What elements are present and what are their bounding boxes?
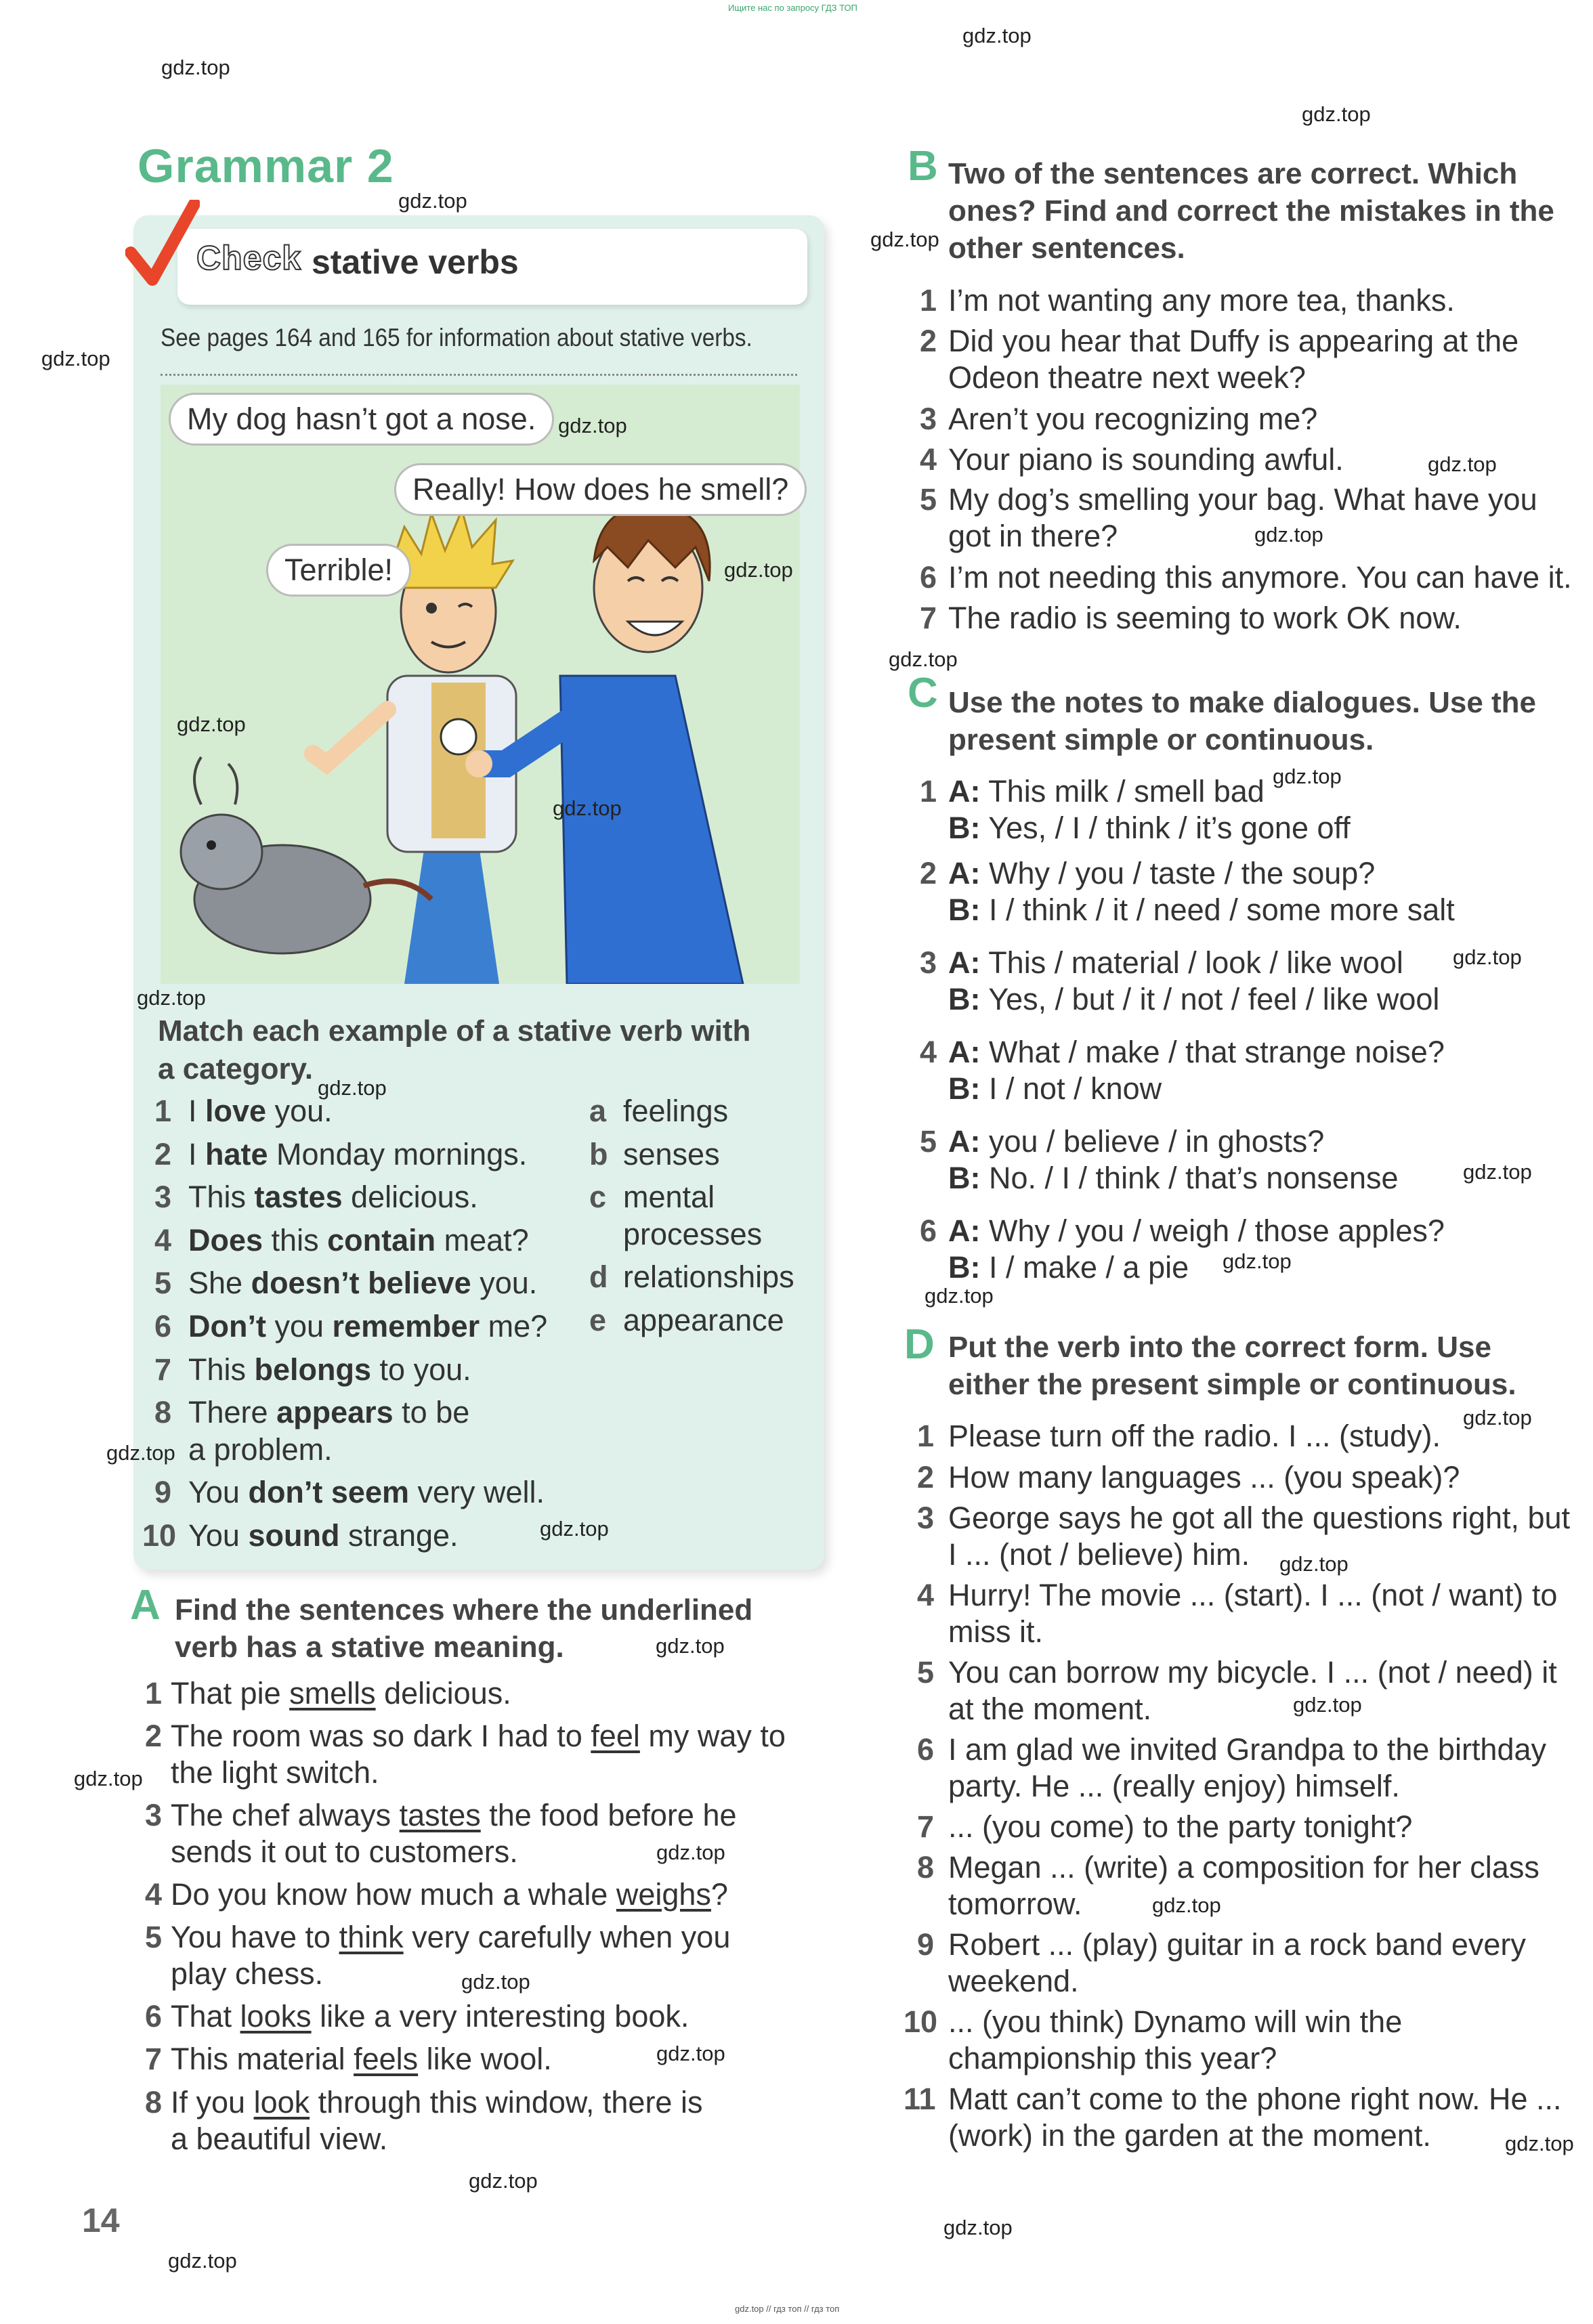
match-item: 3 This tastes delicious. [154,1180,478,1214]
exercise-a-item: 4 Do you know how much a whale weighs? [145,1877,728,1912]
watermark[interactable]: gdz.top [1505,2132,1574,2155]
watermark[interactable]: gdz.top [1293,1693,1362,1717]
watermark[interactable]: gdz.top [1223,1249,1292,1273]
exercise-a-item: 1 That pie smells delicious. [145,1676,511,1710]
match-item-continued: a problem. [188,1432,333,1467]
watermark[interactable]: gdz.top [1273,765,1342,788]
watermark[interactable]: gdz.top [1279,1552,1348,1576]
see-pages-note: See pages 164 and 165 for information about stative verbs. [161,324,752,351]
exercise-c-item: 1 A: This milk / smell bad B: Yes, / I / think / it’s gone off [920,774,1351,845]
watermark[interactable]: gdz.top [962,24,1032,47]
watermark[interactable]: gdz.top [656,1634,725,1658]
watermark[interactable]: gdz.top [943,2216,1013,2239]
exercise-c-item: 4 A: What / make / that strange noise? B: I / not / know [920,1035,1445,1106]
exercise-c-item: 6 A: Why / you / weigh / those apples? B: I / make / a pie [920,1213,1445,1285]
category-item: e appearance [589,1303,784,1337]
watermark[interactable]: gdz.top [1463,1160,1532,1184]
match-item: 8 There appears to be [154,1395,470,1429]
watermark[interactable]: gdz.top [889,647,958,671]
section-b-letter: B [908,143,938,190]
bottom-link[interactable]: gdz.top // гдз топ // гдз топ [735,2304,840,2314]
exercise-d-item: 11 Matt can’t come to the phone right now. He ... (work) in the garden at the moment. [904,2082,1562,2153]
top-search-link[interactable]: Ищите нас по запросу ГДЗ ТОП [728,3,857,13]
exercise-b-item: 2 Did you hear that Duffy is appearing at the Odeon theatre next week? [920,324,1519,395]
watermark[interactable]: gdz.top [1463,1406,1532,1429]
watermark[interactable]: gdz.top [461,1970,530,1994]
page-title: Grammar 2 [137,139,394,192]
exercise-d-item: 3 George says he got all the questions right, but I ... (not / believe) him. [917,1501,1571,1572]
watermark[interactable]: gdz.top [656,2042,725,2065]
exercise-c-item: 3 A: This / material / look / like wool B: Yes, / but / it / not / feel / like wool [920,945,1440,1016]
exercise-a-item: 3 The chef always tastes the food before he sends it out to customers. [145,1798,737,1869]
category-item: d relationships [589,1260,794,1294]
match-item: 7 This belongs to you. [154,1352,471,1387]
exercise-b-item: 1 I’m not wanting any more tea, thanks. [920,283,1455,318]
exercise-b-item: 4 Your piano is sounding awful. [920,442,1344,477]
watermark[interactable]: gdz.top [724,558,793,582]
watermark[interactable]: gdz.top [106,1441,175,1465]
exercise-c-item: 2 A: Why / you / taste / the soup? B: I / think / it / need / some more salt [920,856,1455,927]
watermark[interactable]: gdz.top [161,56,230,79]
watermark[interactable]: gdz.top [1152,1893,1221,1917]
exercise-c-item: 5 A: you / believe / in ghosts? B: No. / I / think / that’s nonsense [920,1124,1399,1195]
exercise-a-item: 8 If you look through this window, there is a beautiful view. [145,2085,703,2156]
section-b-title: Two of the sentences are correct. Which ones? Find and correct the mistakes in the other sentences. [948,157,1554,265]
match-item: 5 She doesn’t believe you. [154,1266,538,1300]
checkmark-icon [125,200,200,295]
match-item: 6 Don’t you remember me? [154,1309,548,1343]
match-item: 1 I love you. [154,1094,333,1128]
speech-bubble-3: Terrible! [266,544,411,597]
watermark[interactable]: gdz.top [168,2249,237,2273]
watermark[interactable]: gdz.top [1428,452,1497,476]
page-number: 14 [82,2201,120,2239]
match-item: 4 Does this contain meat? [154,1223,529,1257]
exercise-d-item: 5 You can borrow my bicycle. I ... (not / need) it at the moment. [917,1655,1557,1726]
check-word: Check [196,239,302,277]
watermark[interactable]: gdz.top [41,347,110,370]
watermark[interactable]: gdz.top [656,1841,725,1864]
section-c-title: Use the notes to make dialogues. Use the present simple or continuous. [948,686,1537,756]
section-a-letter: A [130,1582,161,1629]
watermark[interactable]: gdz.top [553,796,622,820]
watermark[interactable]: gdz.top [1302,102,1371,126]
exercise-d-item: 2 How many languages ... (you speak)? [917,1460,1460,1494]
exercise-a-item: 2 The room was so dark I had to feel my way to the light switch. [145,1719,786,1790]
watermark[interactable]: gdz.top [469,2169,538,2193]
exercise-d-item: 10 ... (you think) Dynamo will win the championship this year? [904,2004,1403,2075]
exercise-d-item: 6 I am glad we invited Grandpa to the birthday party. He ... (really enjoy) himself. [917,1732,1547,1803]
section-a-title: Find the sentences where the underlined verb has a stative meaning. [175,1593,753,1664]
watermark[interactable]: gdz.top [558,414,627,437]
watermark[interactable]: gdz.top [177,712,246,736]
category-item-continued: processes [623,1217,763,1251]
section-c-letter: C [908,670,938,716]
exercise-a-item: 5 You have to think very carefully when you play chess. [145,1920,731,1991]
watermark[interactable]: gdz.top [925,1284,994,1308]
watermark[interactable]: gdz.top [398,189,467,213]
section-d-title: Put the verb into the correct form. Use either the present simple or continuous. [948,1331,1516,1401]
exercise-b-item: 5 My dog’s smelling your bag. What have you got in there? [920,482,1537,553]
match-item: 10 You sound strange. [142,1518,459,1553]
watermark[interactable]: gdz.top [137,986,206,1010]
exercise-d-item: 9 Robert ... (play) guitar in a rock band every weekend. [917,1927,1526,1998]
exercise-d-item: 4 Hurry! The movie ... (start). I ... (not / want) to miss it. [917,1578,1558,1649]
exercise-d-item: 8 Megan ... (write) a composition for her class tomorrow. [917,1850,1539,1921]
divider [161,374,797,376]
exercise-a-item: 7 This material feels like wool. [145,2042,552,2076]
watermark[interactable]: gdz.top [540,1517,609,1541]
check-subtitle: stative verbs [312,243,519,281]
match-heading: Match each example of a stative verb with a category. [158,1014,751,1085]
category-item: b senses [589,1137,720,1171]
section-d-letter: D [904,1321,935,1368]
exercise-b-item: 3 Aren’t you recognizing me? [920,402,1318,436]
watermark[interactable]: gdz.top [74,1767,143,1790]
exercise-d-item: 7 ... (you come) to the party tonight? [917,1809,1413,1844]
exercise-d-item: 1 Please turn off the radio. I ... (study). [917,1419,1441,1453]
exercise-a-item: 6 That looks like a very interesting book. [145,1999,689,2034]
exercise-b-item: 6 I’m not needing this anymore. You can have it. [920,560,1572,595]
match-item: 2 I hate Monday mornings. [154,1137,528,1171]
watermark[interactable]: gdz.top [1453,945,1522,969]
category-item: a feelings [589,1094,729,1128]
watermark[interactable]: gdz.top [1254,523,1323,546]
watermark[interactable]: gdz.top [870,228,939,251]
speech-bubble-2: Really! How does he smell? [394,463,807,516]
match-item: 9 You don’t seem very well. [154,1475,545,1509]
speech-bubble-1: My dog hasn’t got a nose. [169,393,554,446]
category-item: c mental [589,1180,715,1214]
watermark[interactable]: gdz.top [318,1076,387,1100]
exercise-b-item: 7 The radio is seeming to work OK now. [920,601,1462,635]
